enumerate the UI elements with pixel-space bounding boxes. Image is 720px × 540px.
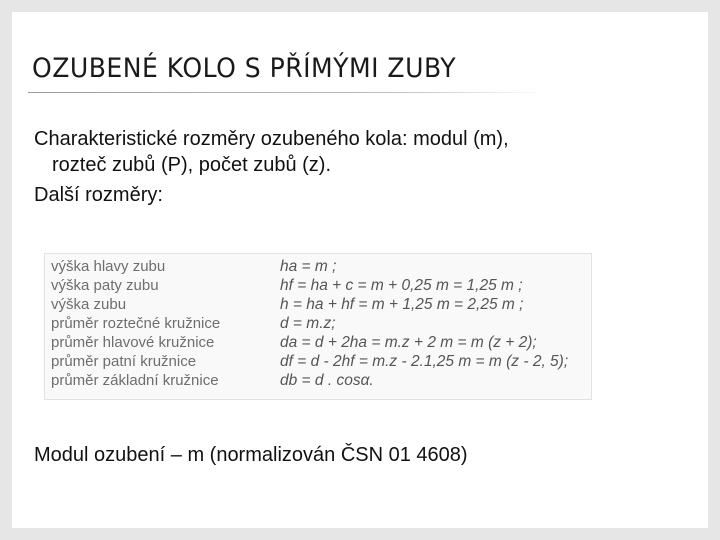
row-formula: d = m.z; (280, 315, 336, 332)
table-row (51, 333, 591, 352)
table-row (51, 276, 591, 295)
row-formula: db = d . cosα. (280, 372, 374, 389)
row-label: průměr roztečné kružnice (51, 315, 221, 332)
dimensions-formula-table (44, 253, 592, 400)
table-row (51, 371, 591, 390)
row-formula: da = d + 2ha = m.z + 2 m = m (z + 2); (280, 334, 537, 351)
intro-line-1: Charakteristické rozměry ozubeného kola: modul (m), (34, 128, 509, 150)
row-formula: hf = ha + c = m + 0,25 m = 1,25 m ; (280, 277, 523, 294)
slide (12, 12, 708, 528)
other-dimensions-label: Další rozměry: (34, 184, 163, 206)
intro-line-2: rozteč zubů (P), počet zubů (z). (52, 154, 332, 176)
row-formula: h = ha + hf = m + 1,25 m = 2,25 m ; (280, 296, 524, 313)
row-label: průměr patní kružnice (51, 353, 197, 370)
table-row (51, 314, 591, 333)
row-formula: ha = m ; (280, 258, 337, 275)
row-label: průměr základní kružnice (51, 372, 219, 389)
row-label: výška paty zubu (51, 277, 159, 294)
row-formula: df = d - 2hf = m.z - 2.1,25 m = m (z - 2, 5); (280, 353, 569, 370)
row-label: průměr hlavové kružnice (51, 334, 215, 351)
row-label: výška zubu (51, 296, 127, 313)
intro-paragraph (34, 126, 694, 178)
slide-title: OZUBENÉ KOLO S PŘÍMÝMI ZUBY (32, 53, 457, 84)
table-row (51, 295, 591, 314)
slide-body (34, 126, 694, 208)
table-row (51, 257, 591, 276)
row-label: výška hlavy zubu (51, 258, 166, 275)
module-note: Modul ozubení – m (normalizován ČSN 01 4608) (34, 444, 468, 466)
table-row (51, 352, 591, 371)
title-underline (28, 92, 548, 93)
